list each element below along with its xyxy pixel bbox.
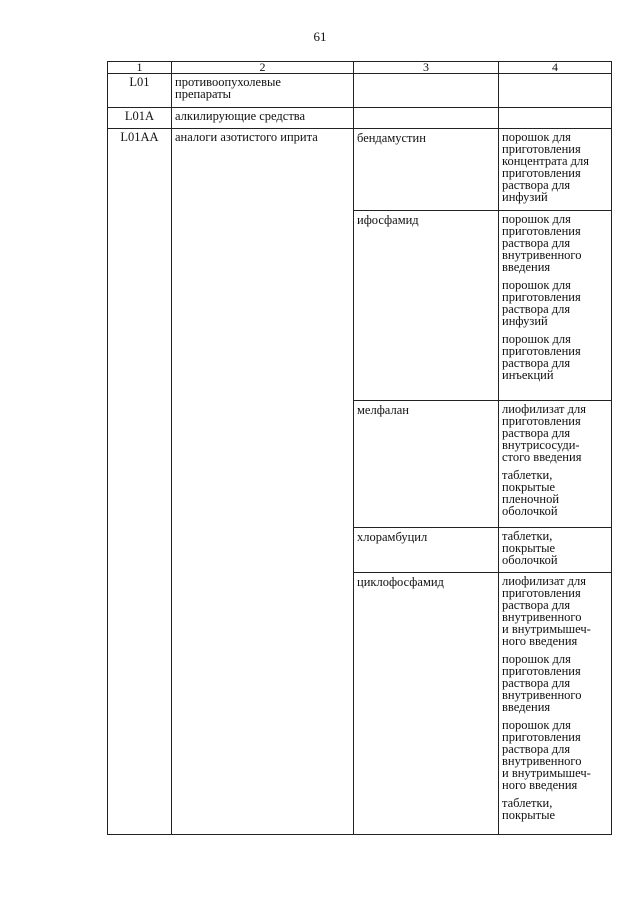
- dosage-form: порошок для приготовления раствора для инъекций: [502, 332, 581, 382]
- drug-name-cell: мелфалан: [354, 401, 499, 528]
- dosage-form-cell: [499, 573, 612, 835]
- atc-code-cell: L01A: [108, 108, 172, 129]
- dosage-form: порошок для приготовления концентрата для приготовления раствора для инфузий: [502, 130, 590, 204]
- dosage-form: порошок для приготовления раствора для инфузий: [502, 278, 581, 328]
- group-name-cell: алкилирующие средства: [172, 108, 354, 129]
- dosage-form: порошок для приготовления раствора для внутривенного введения: [502, 652, 582, 714]
- drug-table: [107, 61, 612, 835]
- dosage-form: порошок для приготовления раствора для внутривенного и внутримышеч- ного введения: [502, 718, 591, 792]
- column-header: 4: [499, 62, 612, 74]
- table-header-row: [108, 62, 612, 74]
- dosage-form: таблетки, покрытые пленочной оболочкой: [502, 468, 560, 518]
- dosage-form-cell: [499, 211, 612, 401]
- dosage-form-cell: [499, 401, 612, 528]
- dosage-form: порошок для приготовления раствора для внутривенного введения: [502, 212, 582, 274]
- empty-cell: [354, 74, 499, 108]
- group-name-cell: аналоги азотистого иприта: [172, 129, 354, 835]
- empty-cell: [354, 108, 499, 129]
- dosage-form-cell: [499, 528, 612, 573]
- drug-name-cell: циклофосфамид: [354, 573, 499, 835]
- page-number: 61: [313, 29, 327, 44]
- dosage-form-cell: [499, 129, 612, 211]
- column-header: 2: [172, 62, 354, 74]
- table-row: [108, 129, 612, 211]
- dosage-form: таблетки, покрытые: [502, 796, 556, 822]
- column-header: 1: [108, 62, 172, 74]
- table-row: [108, 74, 612, 108]
- atc-code-cell: L01AA: [108, 129, 172, 835]
- empty-cell: [499, 108, 612, 129]
- drug-name-cell: бендамустин: [354, 129, 499, 211]
- dosage-form: лиофилизат для приготовления раствора для внутривенного и внутримышеч- ного введения: [502, 574, 591, 648]
- drug-name-cell: ифосфамид: [354, 211, 499, 401]
- dosage-form: таблетки, покрытые оболочкой: [502, 529, 558, 567]
- dosage-form: лиофилизат для приготовления раствора для внутрисосуди- стого введения: [502, 402, 586, 464]
- empty-cell: [499, 74, 612, 108]
- drug-name-cell: хлорамбуцил: [354, 528, 499, 573]
- atc-code-cell: L01: [108, 74, 172, 108]
- table-row: [108, 108, 612, 129]
- column-header: 3: [354, 62, 499, 74]
- group-name-cell: противоопухолевые препараты: [172, 74, 354, 108]
